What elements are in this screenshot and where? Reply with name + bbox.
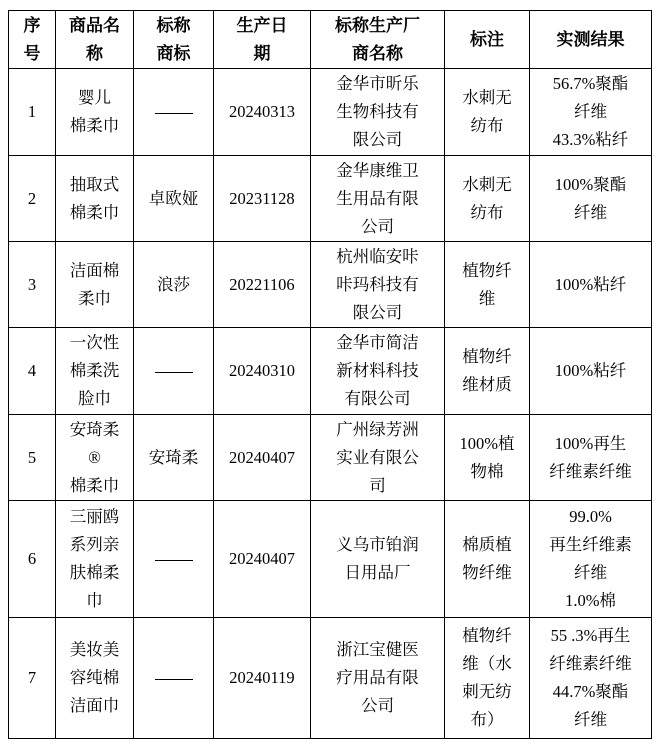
cell-text: 100%植 bbox=[459, 433, 515, 453]
cell-product-name bbox=[56, 415, 134, 501]
cell-text: 洁面棉 bbox=[69, 260, 120, 280]
cell-text: 20240119 bbox=[229, 668, 295, 687]
cell-text: 纤维 bbox=[574, 202, 607, 222]
cell-text: 再生纤维素 bbox=[549, 535, 632, 554]
cell-text: 限公司 bbox=[352, 302, 403, 322]
cell-text: 56.7%聚酯 bbox=[552, 74, 629, 93]
cell-text: 标称生产厂 bbox=[335, 15, 420, 35]
cell-text: 5 bbox=[27, 447, 37, 467]
cell-text: 婴儿 bbox=[78, 88, 111, 107]
cell-text: 棉柔巾 bbox=[69, 116, 120, 135]
cell-text: 金华康维卫 bbox=[336, 160, 419, 180]
cell-text: 水刺无 bbox=[462, 88, 512, 107]
cell-text: 公司 bbox=[361, 216, 394, 236]
cell-text: 浙江宝健医 bbox=[336, 640, 419, 659]
cell-text: 卓欧娅 bbox=[148, 188, 199, 208]
cell-text: 1.0%棉 bbox=[565, 591, 616, 610]
cell-text: 商名称 bbox=[352, 43, 403, 63]
cell-label bbox=[445, 328, 530, 415]
cell-date bbox=[214, 156, 311, 242]
cell-text: 三丽鸥 bbox=[69, 507, 120, 526]
cell-text: 20231128 bbox=[229, 188, 295, 208]
cell-text: 金华市昕乐 bbox=[336, 74, 419, 93]
cell-date bbox=[214, 501, 311, 618]
cell-text: 商标 bbox=[156, 43, 191, 63]
cell-brand bbox=[134, 69, 214, 156]
cell-text: 限公司 bbox=[352, 130, 403, 149]
cell-text: 20240407 bbox=[229, 549, 295, 568]
header-result bbox=[530, 11, 652, 69]
cell-label bbox=[445, 618, 530, 739]
cell-result bbox=[530, 242, 652, 328]
cell-text: 序 bbox=[23, 15, 41, 35]
cell-result bbox=[530, 618, 652, 739]
table-header-row bbox=[9, 11, 652, 69]
header-manufacturer bbox=[311, 11, 445, 69]
cell-text: 20221106 bbox=[229, 274, 295, 294]
cell-result bbox=[530, 69, 652, 156]
table-row bbox=[9, 156, 652, 242]
cell-text: 刺无纺 bbox=[462, 682, 512, 701]
empty-dash bbox=[155, 560, 193, 561]
cell-result bbox=[530, 415, 652, 501]
cell-text: 20240313 bbox=[229, 102, 295, 121]
cell-manufacturer bbox=[311, 618, 445, 739]
cell-text: 植物纤 bbox=[462, 347, 512, 366]
cell-no bbox=[9, 415, 56, 501]
cell-text: 柔巾 bbox=[78, 288, 111, 308]
cell-text: 美妆美 bbox=[69, 640, 120, 659]
cell-text: 55 .3%再生 bbox=[550, 626, 631, 645]
cell-text: 棉柔巾 bbox=[69, 475, 120, 495]
cell-text: 日用品厂 bbox=[344, 563, 411, 582]
cell-text: 维材质 bbox=[462, 375, 512, 394]
cell-text: 2 bbox=[27, 188, 37, 208]
cell-date bbox=[214, 618, 311, 739]
empty-dash bbox=[155, 113, 193, 114]
cell-brand bbox=[134, 415, 214, 501]
cell-text: 容纯棉 bbox=[69, 668, 120, 687]
cell-text: 纺布 bbox=[470, 116, 504, 135]
product-test-table bbox=[8, 10, 652, 739]
table-row bbox=[9, 415, 652, 501]
header-no bbox=[9, 11, 56, 69]
cell-text: 洁面巾 bbox=[69, 696, 120, 715]
cell-result bbox=[530, 501, 652, 618]
cell-text: 公司 bbox=[361, 696, 394, 715]
table-row bbox=[9, 242, 652, 328]
cell-text: 系列亲 bbox=[69, 535, 120, 554]
cell-manufacturer bbox=[311, 328, 445, 415]
table-row bbox=[9, 501, 652, 618]
table-row bbox=[9, 328, 652, 415]
cell-text: 纤维 bbox=[574, 102, 607, 121]
cell-product-name bbox=[56, 501, 134, 618]
cell-product-name bbox=[56, 328, 134, 415]
cell-text: 100%再生 bbox=[554, 433, 627, 453]
header-date bbox=[214, 11, 311, 69]
cell-date bbox=[214, 242, 311, 328]
cell-text: 标称 bbox=[156, 15, 191, 35]
cell-text: 标注 bbox=[470, 29, 504, 49]
cell-brand bbox=[134, 156, 214, 242]
cell-no bbox=[9, 242, 56, 328]
cell-text: 巾 bbox=[86, 591, 103, 610]
cell-text: 6 bbox=[27, 549, 37, 568]
cell-text: 棉质植 bbox=[462, 535, 512, 554]
cell-text: 植物纤 bbox=[462, 260, 512, 280]
cell-label bbox=[445, 415, 530, 501]
cell-text: 43.3%粘纤 bbox=[552, 130, 629, 149]
cell-text: 3 bbox=[27, 274, 37, 294]
cell-brand bbox=[134, 328, 214, 415]
cell-text: 1 bbox=[27, 102, 37, 121]
cell-brand bbox=[134, 242, 214, 328]
cell-text: 杭州临安咔 bbox=[336, 246, 419, 266]
table-row bbox=[9, 69, 652, 156]
cell-text: 商品名 bbox=[69, 15, 120, 35]
cell-manufacturer bbox=[311, 156, 445, 242]
cell-text: 脸巾 bbox=[78, 389, 111, 408]
cell-text: 纺布 bbox=[470, 202, 504, 222]
table-row bbox=[9, 618, 652, 739]
cell-text: 生用品有限 bbox=[336, 188, 419, 208]
cell-text: 100%聚酯 bbox=[554, 174, 627, 194]
cell-result bbox=[530, 328, 652, 415]
cell-manufacturer bbox=[311, 501, 445, 618]
empty-dash bbox=[155, 679, 193, 680]
cell-text: 称 bbox=[86, 43, 103, 63]
cell-text: 植物纤 bbox=[462, 626, 512, 645]
cell-text: 棉柔洗 bbox=[69, 361, 120, 380]
cell-text: 纤维 bbox=[574, 710, 607, 729]
cell-text: 物棉 bbox=[470, 461, 504, 481]
cell-text: 水刺无 bbox=[462, 174, 512, 194]
cell-text: 有限公司 bbox=[344, 389, 411, 408]
cell-text: 纤维素纤维 bbox=[549, 654, 632, 673]
cell-text: 金华市简洁 bbox=[336, 333, 419, 352]
cell-text: 物纤维 bbox=[462, 563, 512, 582]
cell-label bbox=[445, 69, 530, 156]
cell-date bbox=[214, 69, 311, 156]
cell-text: 新材料科技 bbox=[336, 361, 419, 380]
cell-text: 7 bbox=[27, 668, 37, 687]
cell-text: 生物科技有 bbox=[336, 102, 419, 121]
cell-manufacturer bbox=[311, 242, 445, 328]
cell-text: 实测结果 bbox=[556, 29, 625, 49]
cell-text: 20240310 bbox=[229, 361, 295, 380]
cell-text: 纤维素纤维 bbox=[549, 461, 632, 481]
cell-text: 司 bbox=[369, 475, 386, 495]
cell-text: 疗用品有限 bbox=[336, 668, 419, 687]
cell-manufacturer bbox=[311, 415, 445, 501]
cell-text: 布） bbox=[470, 710, 504, 729]
cell-no bbox=[9, 156, 56, 242]
cell-date bbox=[214, 328, 311, 415]
cell-product-name bbox=[56, 69, 134, 156]
cell-label bbox=[445, 156, 530, 242]
cell-date bbox=[214, 415, 311, 501]
cell-brand bbox=[134, 618, 214, 739]
cell-text: 生产日 bbox=[236, 15, 288, 35]
cell-label bbox=[445, 501, 530, 618]
cell-label bbox=[445, 242, 530, 328]
cell-text: 实业有限公 bbox=[336, 447, 419, 467]
cell-no bbox=[9, 501, 56, 618]
cell-text: 义乌市铂润 bbox=[336, 535, 419, 554]
cell-text: 纤维 bbox=[574, 563, 607, 582]
empty-dash bbox=[155, 372, 193, 373]
header-label bbox=[445, 11, 530, 69]
cell-text: 99.0% bbox=[569, 507, 612, 526]
cell-text: 期 bbox=[253, 43, 271, 63]
cell-text: 浪莎 bbox=[157, 274, 190, 294]
cell-no bbox=[9, 69, 56, 156]
cell-text: 号 bbox=[23, 43, 41, 63]
cell-manufacturer bbox=[311, 69, 445, 156]
cell-text: 安琦柔 bbox=[69, 419, 120, 439]
cell-product-name bbox=[56, 242, 134, 328]
cell-product-name bbox=[56, 618, 134, 739]
cell-text: 棉柔巾 bbox=[69, 202, 120, 222]
cell-text: 100%粘纤 bbox=[554, 361, 627, 380]
cell-no bbox=[9, 328, 56, 415]
cell-product-name bbox=[56, 156, 134, 242]
header-product-name bbox=[56, 11, 134, 69]
header-brand bbox=[134, 11, 214, 69]
cell-text: 肤棉柔 bbox=[69, 563, 120, 582]
cell-brand bbox=[134, 501, 214, 618]
cell-text: 维 bbox=[478, 288, 496, 308]
cell-text: 广州绿芳洲 bbox=[336, 419, 419, 439]
cell-text: 抽取式 bbox=[69, 174, 120, 194]
cell-no bbox=[9, 618, 56, 739]
cell-result bbox=[530, 156, 652, 242]
cell-text: 4 bbox=[27, 361, 37, 380]
cell-text: 20240407 bbox=[229, 447, 295, 467]
cell-text: 44.7%聚酯 bbox=[552, 682, 629, 701]
cell-text: 咔玛科技有 bbox=[336, 274, 419, 294]
cell-text: 一次性 bbox=[69, 333, 120, 352]
cell-text: 100%粘纤 bbox=[554, 274, 627, 294]
cell-text: 维（水 bbox=[462, 654, 512, 673]
cell-text: 安琦柔 bbox=[148, 447, 199, 467]
cell-text: ® bbox=[88, 447, 101, 467]
